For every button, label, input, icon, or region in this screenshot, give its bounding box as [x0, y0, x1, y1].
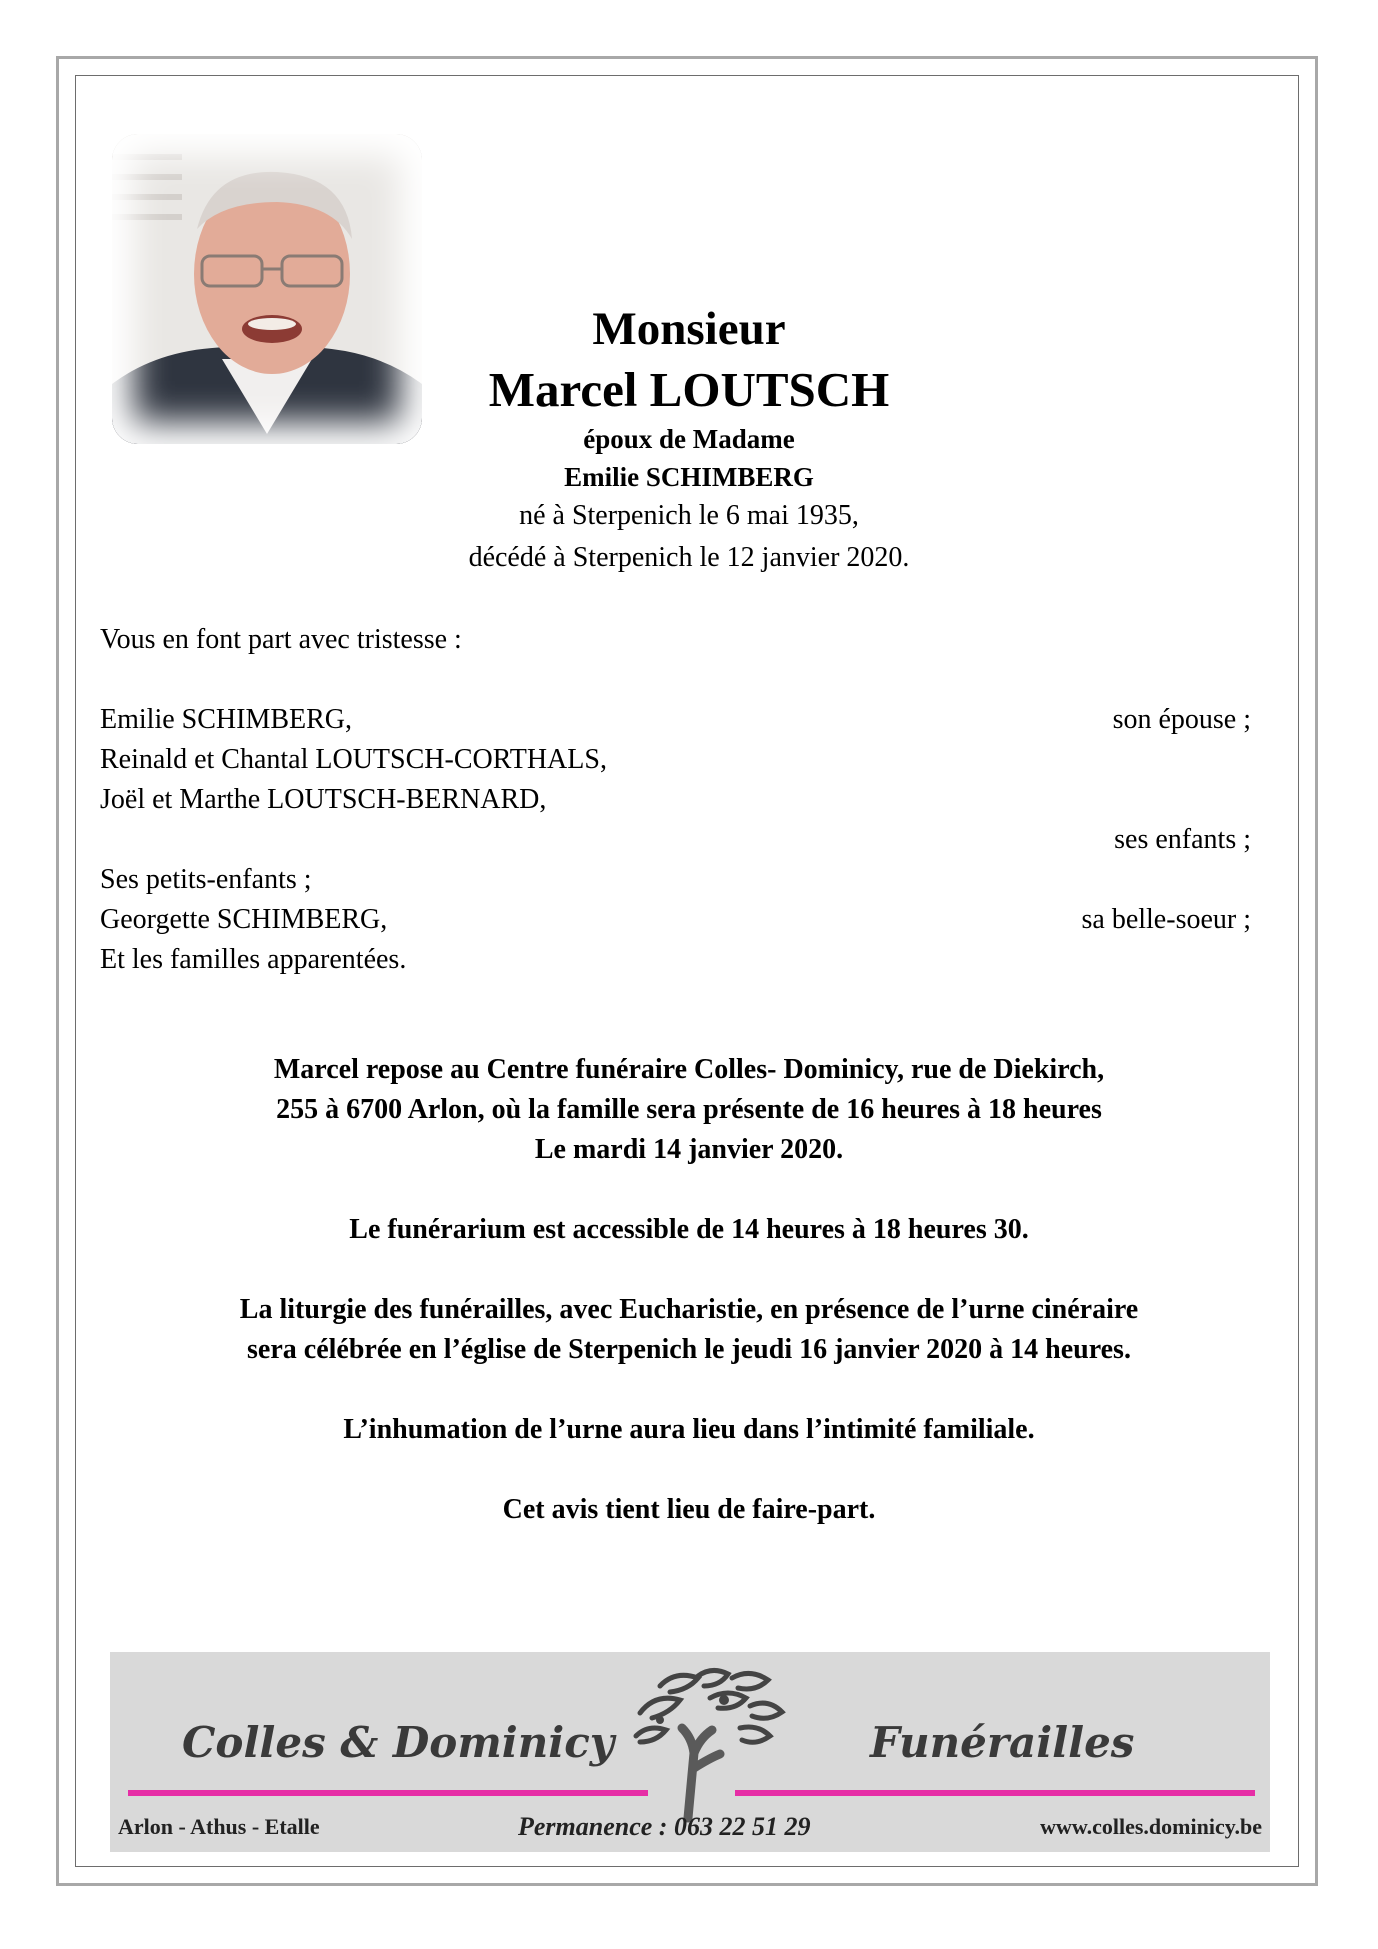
- tree-icon: [600, 1658, 800, 1828]
- deceased-name: Marcel LOUTSCH: [488, 362, 890, 417]
- website-link[interactable]: www.colles.dominicy.be: [1040, 1814, 1262, 1839]
- spouse-intro: époux de Madame: [583, 424, 795, 454]
- branch-towns: Arlon - Athus - Etalle: [118, 1814, 320, 1839]
- repose-line-2: 255 à 6700 Arlon, où la famille sera présente de 16 heures à 18 heures: [276, 1094, 1102, 1125]
- family-line-name: Georgette SCHIMBERG,: [100, 904, 388, 935]
- spouse-name: Emilie SCHIMBERG: [564, 462, 814, 492]
- brand-service: Funérailles: [870, 1718, 1135, 1767]
- family-line-name: Joël et Marthe LOUTSCH-BERNARD,: [100, 784, 547, 815]
- family-line-relation: ses enfants ;: [1114, 824, 1251, 855]
- brand-name: Colles & Dominicy: [182, 1718, 615, 1767]
- family-intro: Vous en font part avec tristesse :: [100, 624, 462, 655]
- family-line-name: Reinald et Chantal LOUTSCH-CORTHALS,: [100, 744, 607, 775]
- accent-divider: [128, 1790, 648, 1796]
- family-line-name: Et les familles apparentées.: [100, 944, 407, 975]
- family-line-name: Ses petits-enfants ;: [100, 864, 312, 895]
- liturgy-line-2: sera célébrée en l’église de Sterpenich le jeudi 16 janvier 2020 à 14 heures.: [247, 1334, 1131, 1365]
- family-line-relation: sa belle-soeur ;: [1081, 904, 1251, 935]
- repose-line-3: Le mardi 14 janvier 2020.: [534, 1134, 844, 1165]
- accent-divider: [735, 1790, 1255, 1796]
- family-line-name: Emilie SCHIMBERG,: [100, 704, 353, 735]
- honorific-title: Monsieur: [592, 303, 786, 355]
- funerarium-hours: Le funérarium est accessible de 14 heures à 18 heures 30.: [349, 1214, 1029, 1245]
- inhumation-info: L’inhumation de l’urne aura lieu dans l’intimité familiale.: [343, 1414, 1035, 1445]
- repose-line-1: Marcel repose au Centre funéraire Colles- Dominicy, rue de Diekirch,: [273, 1054, 1105, 1085]
- birth-info: né à Sterpenich le 6 mai 1935,: [519, 500, 859, 531]
- death-info: décédé à Sterpenich le 12 janvier 2020.: [468, 542, 910, 573]
- liturgy-line-1: La liturgie des funérailles, avec Eucharistie, en présence de l’urne cinéraire: [239, 1294, 1139, 1325]
- permanence-phone: Permanence : 063 22 51 29: [518, 1812, 811, 1841]
- closing-note: Cet avis tient lieu de faire-part.: [502, 1494, 876, 1525]
- family-line-relation: son épouse ;: [1112, 704, 1251, 735]
- funeral-home-footer: [110, 1652, 1270, 1852]
